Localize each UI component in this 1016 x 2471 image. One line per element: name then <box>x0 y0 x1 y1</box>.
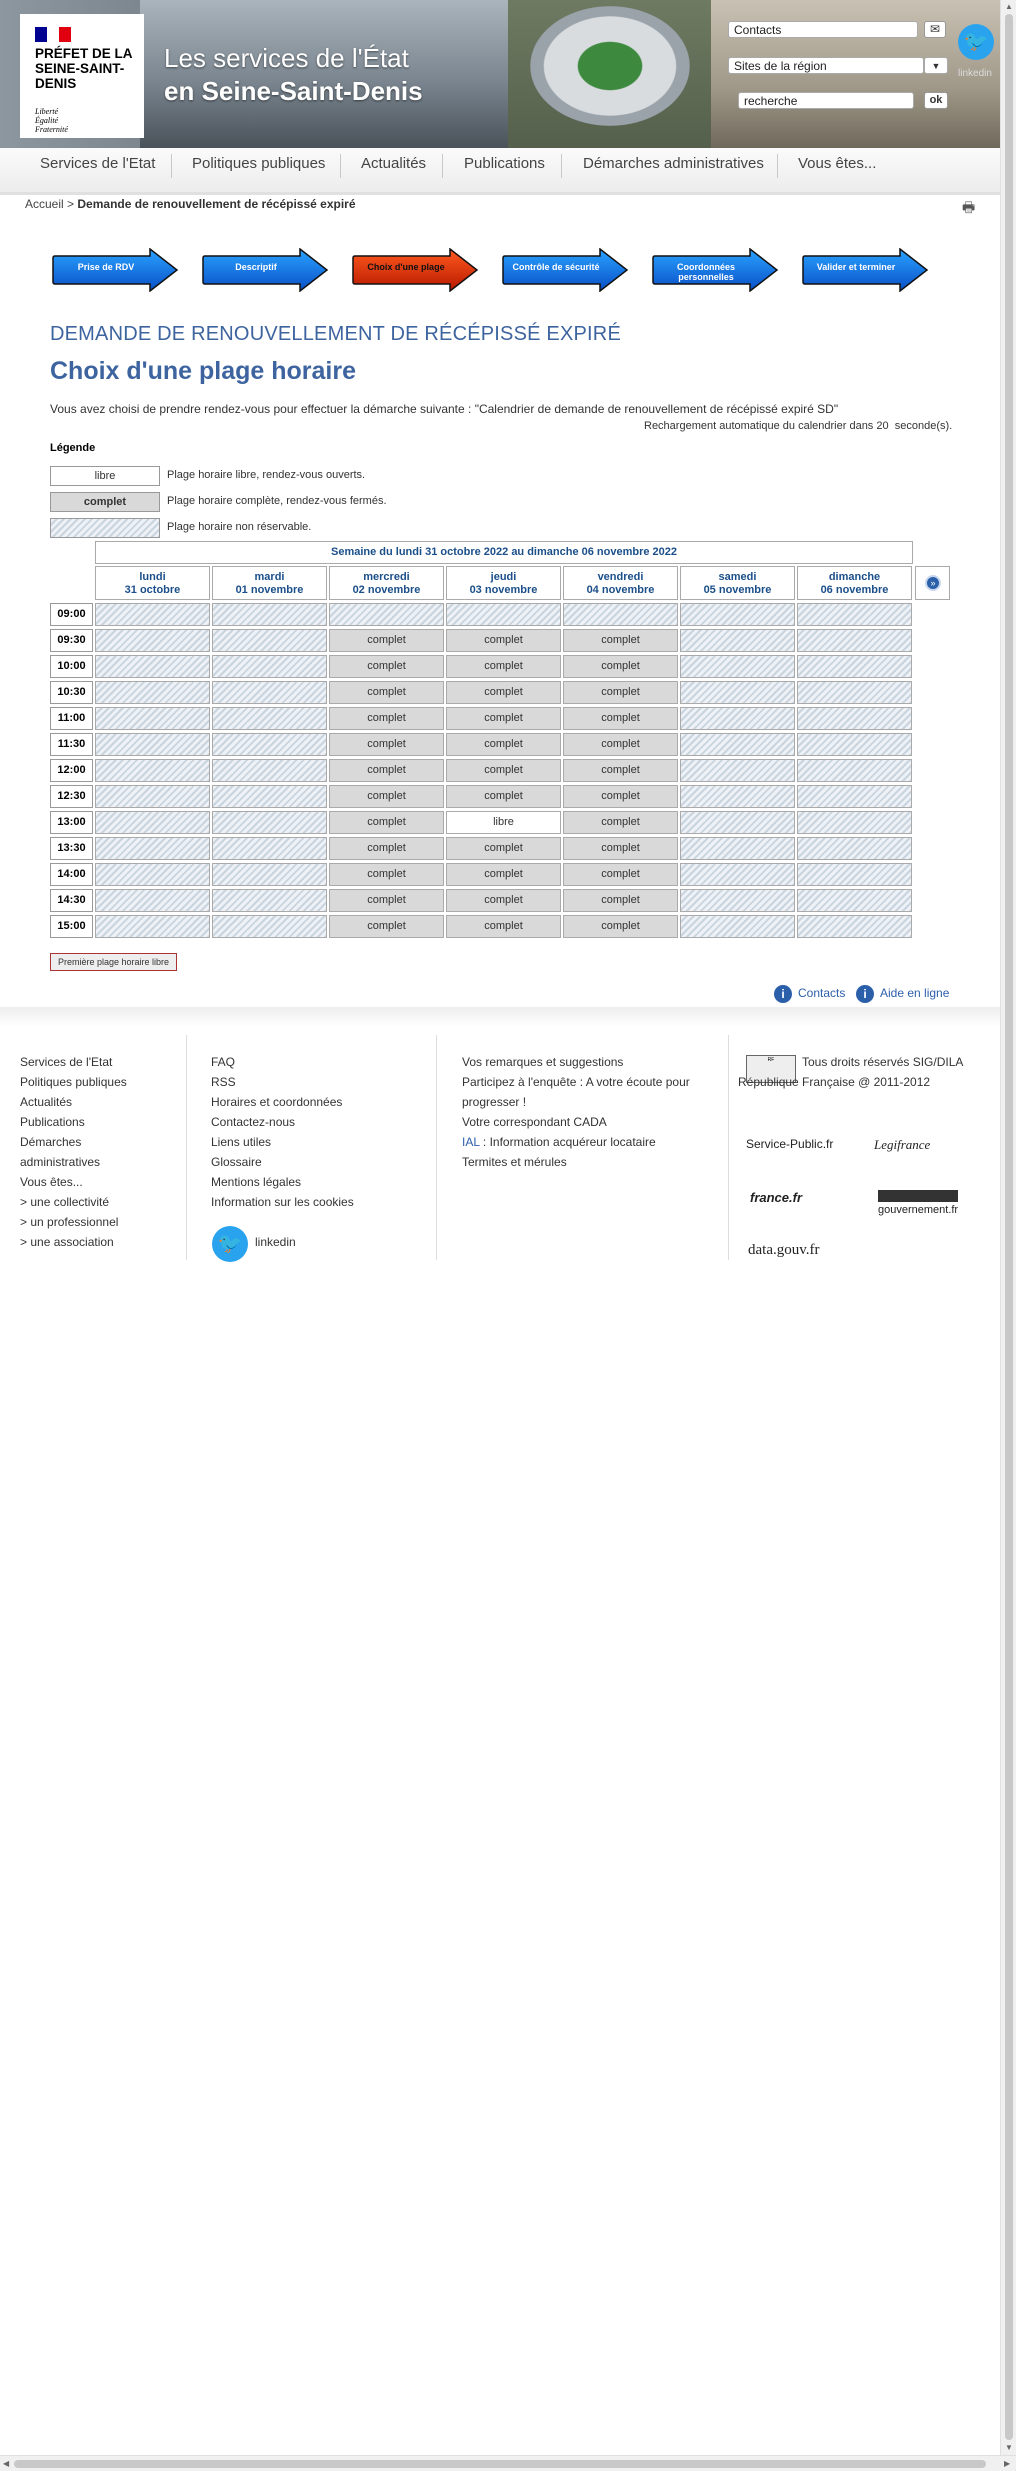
hour-label: 13:00 <box>50 811 93 834</box>
hour-label: 12:00 <box>50 759 93 782</box>
slot-full: complet <box>563 733 678 756</box>
nav-item-politiques[interactable]: Politiques publiques <box>192 155 326 172</box>
nav-item-actualites[interactable]: Actualités <box>361 155 427 172</box>
slot-full: complet <box>563 915 678 938</box>
hour-label: 13:30 <box>50 837 93 860</box>
slot-full: complet <box>563 811 678 834</box>
slot-unavailable <box>563 603 678 626</box>
footer-link[interactable]: Votre correspondant CADA <box>462 1115 607 1129</box>
footer-link[interactable]: Actualités <box>20 1095 73 1109</box>
slot-unavailable <box>797 759 912 782</box>
slot-unavailable <box>95 837 210 860</box>
slot-unavailable <box>797 811 912 834</box>
step-label: Coordonnées personnelles <box>676 262 735 282</box>
legend-text-complet: Plage horaire complète, rendez-vous fermés. <box>167 495 387 507</box>
footer-link[interactable]: Participez à l'enquête : A votre écoute pour <box>462 1075 690 1089</box>
slot-full: complet <box>563 707 678 730</box>
footer-link[interactable]: RSS <box>211 1075 236 1089</box>
legend-title: Légende <box>50 442 96 454</box>
step-6 <box>800 248 930 292</box>
slot-unavailable <box>212 759 327 782</box>
slot-unavailable <box>797 837 912 860</box>
breadcrumb: Accueil > Demande de renouvellement de récépissé expiré <box>25 197 356 211</box>
slot-unavailable <box>212 915 327 938</box>
step-label: Contrôle de sécurité <box>512 262 600 272</box>
hour-label: 09:30 <box>50 629 93 652</box>
help-link[interactable]: i Aide en ligne <box>856 983 949 1003</box>
footer-link[interactable]: Information sur les cookies <box>211 1195 354 1209</box>
slot-unavailable <box>680 811 795 834</box>
footer-link[interactable]: Services de l'Etat <box>20 1055 113 1069</box>
slot-full: complet <box>563 785 678 808</box>
hour-label: 12:30 <box>50 785 93 808</box>
search-ok-button[interactable]: ok <box>924 92 948 109</box>
breadcrumb-home[interactable]: Accueil <box>25 197 64 211</box>
nav-item-publications[interactable]: Publications <box>464 155 545 172</box>
footer-link-ial[interactable]: IAL : Information acquéreur locataire <box>462 1135 656 1149</box>
slot-unavailable <box>95 915 210 938</box>
legend-text-non-reservable: Plage horaire non réservable. <box>167 521 312 533</box>
slot-unavailable <box>680 681 795 704</box>
step-label: Choix d'une plage <box>367 262 445 272</box>
day-header-samedi: samedi 05 novembre <box>680 566 795 600</box>
slot-unavailable <box>95 681 210 704</box>
slot-unavailable <box>797 707 912 730</box>
footer-link[interactable]: > un professionnel <box>20 1215 119 1229</box>
print-icon[interactable]: 🖶 <box>962 199 976 215</box>
logo-name: PRÉFET DE LA SEINE-SAINT-DENIS <box>35 46 133 91</box>
slot-full: complet <box>329 629 444 652</box>
step-3 <box>350 248 480 292</box>
data-gouv-logo[interactable]: data.gouv.fr <box>748 1242 820 1258</box>
footer-shade <box>0 1007 1000 1027</box>
slot-unavailable <box>329 603 444 626</box>
slot-free[interactable]: libre <box>446 811 561 834</box>
mail-icon[interactable]: ✉ <box>924 21 946 38</box>
slot-full: complet <box>329 811 444 834</box>
slot-unavailable <box>680 915 795 938</box>
footer-link[interactable]: Liens utiles <box>211 1135 272 1149</box>
info-icon: i <box>856 985 874 1003</box>
footer-link[interactable]: Publications <box>20 1115 85 1129</box>
slot-unavailable <box>212 811 327 834</box>
service-public-logo[interactable]: Service-Public.fr <box>746 1137 834 1151</box>
slot-full: complet <box>329 915 444 938</box>
legend-text-libre: Plage horaire libre, rendez-vous ouverts. <box>167 469 366 481</box>
slot-unavailable <box>212 681 327 704</box>
slot-full: complet <box>329 733 444 756</box>
slot-unavailable <box>212 863 327 886</box>
step-4 <box>500 248 630 292</box>
slot-unavailable <box>212 655 327 678</box>
footer-link[interactable]: Contactez-nous <box>211 1115 296 1129</box>
slot-unavailable <box>212 785 327 808</box>
republique-francaise-logo: RF <box>746 1055 796 1083</box>
hour-label: 09:00 <box>50 603 93 626</box>
slot-unavailable <box>797 915 912 938</box>
slot-unavailable <box>797 603 912 626</box>
step-5 <box>650 248 780 292</box>
slot-unavailable <box>212 629 327 652</box>
twitter-icon[interactable]: 🐦 <box>212 1226 248 1262</box>
slot-unavailable <box>212 889 327 912</box>
page-title: Choix d'une plage horaire <box>50 357 356 385</box>
legend-box-non-reservable <box>50 518 160 538</box>
slot-full: complet <box>446 785 561 808</box>
slot-full: complet <box>446 889 561 912</box>
slot-unavailable <box>95 707 210 730</box>
slot-unavailable <box>212 733 327 756</box>
slot-full: complet <box>446 759 561 782</box>
sites-region-select[interactable]: Sites de la région <box>728 57 924 74</box>
slot-full: complet <box>329 759 444 782</box>
site-title-line2: en Seine-Saint-Denis <box>164 76 423 106</box>
twitter-icon[interactable]: 🐦 <box>958 24 994 60</box>
footer-link[interactable]: Politiques publiques <box>20 1075 127 1089</box>
footer-link[interactable]: > une collectivité <box>20 1195 110 1209</box>
reload-countdown: 20 <box>876 420 889 432</box>
step-label: Prise de RDV <box>77 262 135 272</box>
slot-full: complet <box>329 837 444 860</box>
footer-link[interactable]: FAQ <box>211 1055 236 1069</box>
hour-label: 11:30 <box>50 733 93 756</box>
footer-col-info <box>211 1052 431 1212</box>
footer-link[interactable]: > une association <box>20 1235 114 1249</box>
slot-unavailable <box>797 785 912 808</box>
first-free-slot-button[interactable]: Première plage horaire libre <box>50 953 177 971</box>
header-banner <box>0 0 1000 148</box>
slot-unavailable <box>95 785 210 808</box>
next-arrow-icon: » <box>925 575 941 591</box>
banner-photo-stadium <box>508 0 711 148</box>
logo-motto: Liberté Égalité Fraternité <box>35 107 68 134</box>
slot-unavailable <box>95 733 210 756</box>
slot-unavailable <box>680 759 795 782</box>
slot-full: complet <box>446 655 561 678</box>
site-title[interactable] <box>164 42 423 108</box>
slot-full: complet <box>446 837 561 860</box>
copyright-text: Tous droits réservés SIG/DILA République Française @ 2011-2012 <box>738 1055 963 1089</box>
contacts-link[interactable]: i Contacts <box>774 983 845 1003</box>
slot-unavailable <box>680 785 795 808</box>
step-label: Valider et terminer <box>816 262 896 272</box>
day-header-mercredi: mercredi 02 novembre <box>329 566 444 600</box>
slot-unavailable <box>95 629 210 652</box>
hour-label: 14:00 <box>50 863 93 886</box>
intro-text: Vous avez choisi de prendre rendez-vous pour effectuer la démarche suivante : "Calendrier de demande de renouvellement de récépissé expiré SD" <box>50 402 839 416</box>
slot-unavailable <box>680 707 795 730</box>
footer-link[interactable]: Démarches <box>20 1135 82 1149</box>
slot-full: complet <box>563 681 678 704</box>
slot-unavailable <box>212 837 327 860</box>
slot-unavailable <box>797 629 912 652</box>
slot-full: complet <box>446 707 561 730</box>
slot-unavailable <box>680 629 795 652</box>
prefecture-logo[interactable] <box>20 14 144 138</box>
slot-full: complet <box>446 681 561 704</box>
slot-full: complet <box>329 707 444 730</box>
footer-link[interactable]: progresser ! <box>462 1095 527 1109</box>
info-icon: i <box>774 985 792 1003</box>
footer-link[interactable]: Glossaire <box>211 1155 262 1169</box>
slot-unavailable <box>797 863 912 886</box>
day-header-lundi: lundi 31 octobre <box>95 566 210 600</box>
step-2 <box>200 248 330 292</box>
marianne-flag-icon <box>35 27 71 42</box>
chevron-down-icon[interactable]: ▼ <box>924 57 948 74</box>
slot-unavailable <box>797 733 912 756</box>
slot-unavailable <box>95 863 210 886</box>
footer-link[interactable]: Vos remarques et suggestions <box>462 1055 624 1069</box>
slot-full: complet <box>329 785 444 808</box>
slot-unavailable <box>680 603 795 626</box>
footer-link[interactable]: Termites et mérules <box>462 1155 567 1169</box>
slot-full: complet <box>446 629 561 652</box>
footer-link[interactable]: Horaires et coordonnées <box>211 1095 343 1109</box>
france-fr-logo[interactable]: france.fr <box>750 1190 803 1205</box>
day-header-vendredi: vendredi 04 novembre <box>563 566 678 600</box>
slot-unavailable <box>95 759 210 782</box>
breadcrumb-current: Demande de renouvellement de récépissé expiré <box>77 197 356 211</box>
hour-label: 14:30 <box>50 889 93 912</box>
slot-full: complet <box>329 863 444 886</box>
horizontal-scrollbar[interactable]: ◀ ▶ <box>0 2455 1016 2471</box>
day-header-dimanche: dimanche 06 novembre <box>797 566 912 600</box>
slot-full: complet <box>446 733 561 756</box>
day-header-mardi: mardi 01 novembre <box>212 566 327 600</box>
slot-unavailable <box>95 811 210 834</box>
slot-unavailable <box>680 889 795 912</box>
slot-full: complet <box>446 863 561 886</box>
slot-unavailable <box>95 655 210 678</box>
slot-unavailable <box>680 863 795 886</box>
search-input[interactable]: recherche <box>738 92 914 109</box>
hour-label: 11:00 <box>50 707 93 730</box>
next-week-button[interactable] <box>915 566 950 600</box>
slot-unavailable <box>680 837 795 860</box>
slot-full: complet <box>329 889 444 912</box>
nav-item-vous-etes[interactable]: Vous êtes... <box>798 155 877 172</box>
gouvernement-logo[interactable]: gouvernement.fr <box>878 1190 958 1216</box>
slot-full: complet <box>563 629 678 652</box>
slot-unavailable <box>212 707 327 730</box>
footer-col-nav <box>20 1052 180 1252</box>
slot-full: complet <box>563 889 678 912</box>
hour-label: 15:00 <box>50 915 93 938</box>
slot-unavailable <box>95 889 210 912</box>
legend-box-libre: libre <box>50 466 160 486</box>
slot-full: complet <box>563 759 678 782</box>
nav-item-services[interactable]: Services de l'Etat <box>40 155 156 172</box>
slot-unavailable <box>95 603 210 626</box>
section-title: DEMANDE DE RENOUVELLEMENT DE RÉCÉPISSÉ EXPIRÉ <box>50 323 621 345</box>
linkedin-icon[interactable]: linkedin <box>255 1235 296 1249</box>
nav-item-demarches[interactable]: Démarches administratives <box>583 155 764 172</box>
footer-col-feedback <box>462 1052 707 1172</box>
hour-label: 10:30 <box>50 681 93 704</box>
slot-unavailable <box>797 681 912 704</box>
slot-unavailable <box>680 655 795 678</box>
slot-unavailable <box>446 603 561 626</box>
legend-box-complet: complet <box>50 492 160 512</box>
site-title-line1: Les services de l'État <box>164 43 409 73</box>
slot-unavailable <box>797 889 912 912</box>
slot-full: complet <box>563 655 678 678</box>
footer-link[interactable]: administratives <box>20 1155 101 1169</box>
day-header-jeudi: jeudi 03 novembre <box>446 566 561 600</box>
footer-link[interactable]: Mentions légales <box>211 1175 302 1189</box>
slot-unavailable <box>680 733 795 756</box>
legifrance-logo[interactable]: Legifrance <box>874 1137 931 1152</box>
vertical-scrollbar[interactable]: ▲ ▼ <box>1000 0 1016 2455</box>
footer-link[interactable]: Vous êtes... <box>20 1175 83 1189</box>
linkedin-icon[interactable]: linkedin <box>958 68 992 79</box>
contacts-field[interactable]: Contacts <box>728 21 918 38</box>
week-header: Semaine du lundi 31 octobre 2022 au dimanche 06 novembre 2022 <box>95 541 913 564</box>
slot-full: complet <box>563 837 678 860</box>
reload-notice: Rechargement automatique du calendrier dans 20 seconde(s). <box>644 420 953 432</box>
step-label: Descriptif <box>235 262 277 272</box>
main-nav <box>0 148 1000 195</box>
slot-unavailable <box>212 603 327 626</box>
slot-full: complet <box>446 915 561 938</box>
hour-label: 10:00 <box>50 655 93 678</box>
slot-full: complet <box>329 655 444 678</box>
step-1 <box>50 248 180 292</box>
slot-full: complet <box>563 863 678 886</box>
slot-full: complet <box>329 681 444 704</box>
slot-unavailable <box>797 655 912 678</box>
